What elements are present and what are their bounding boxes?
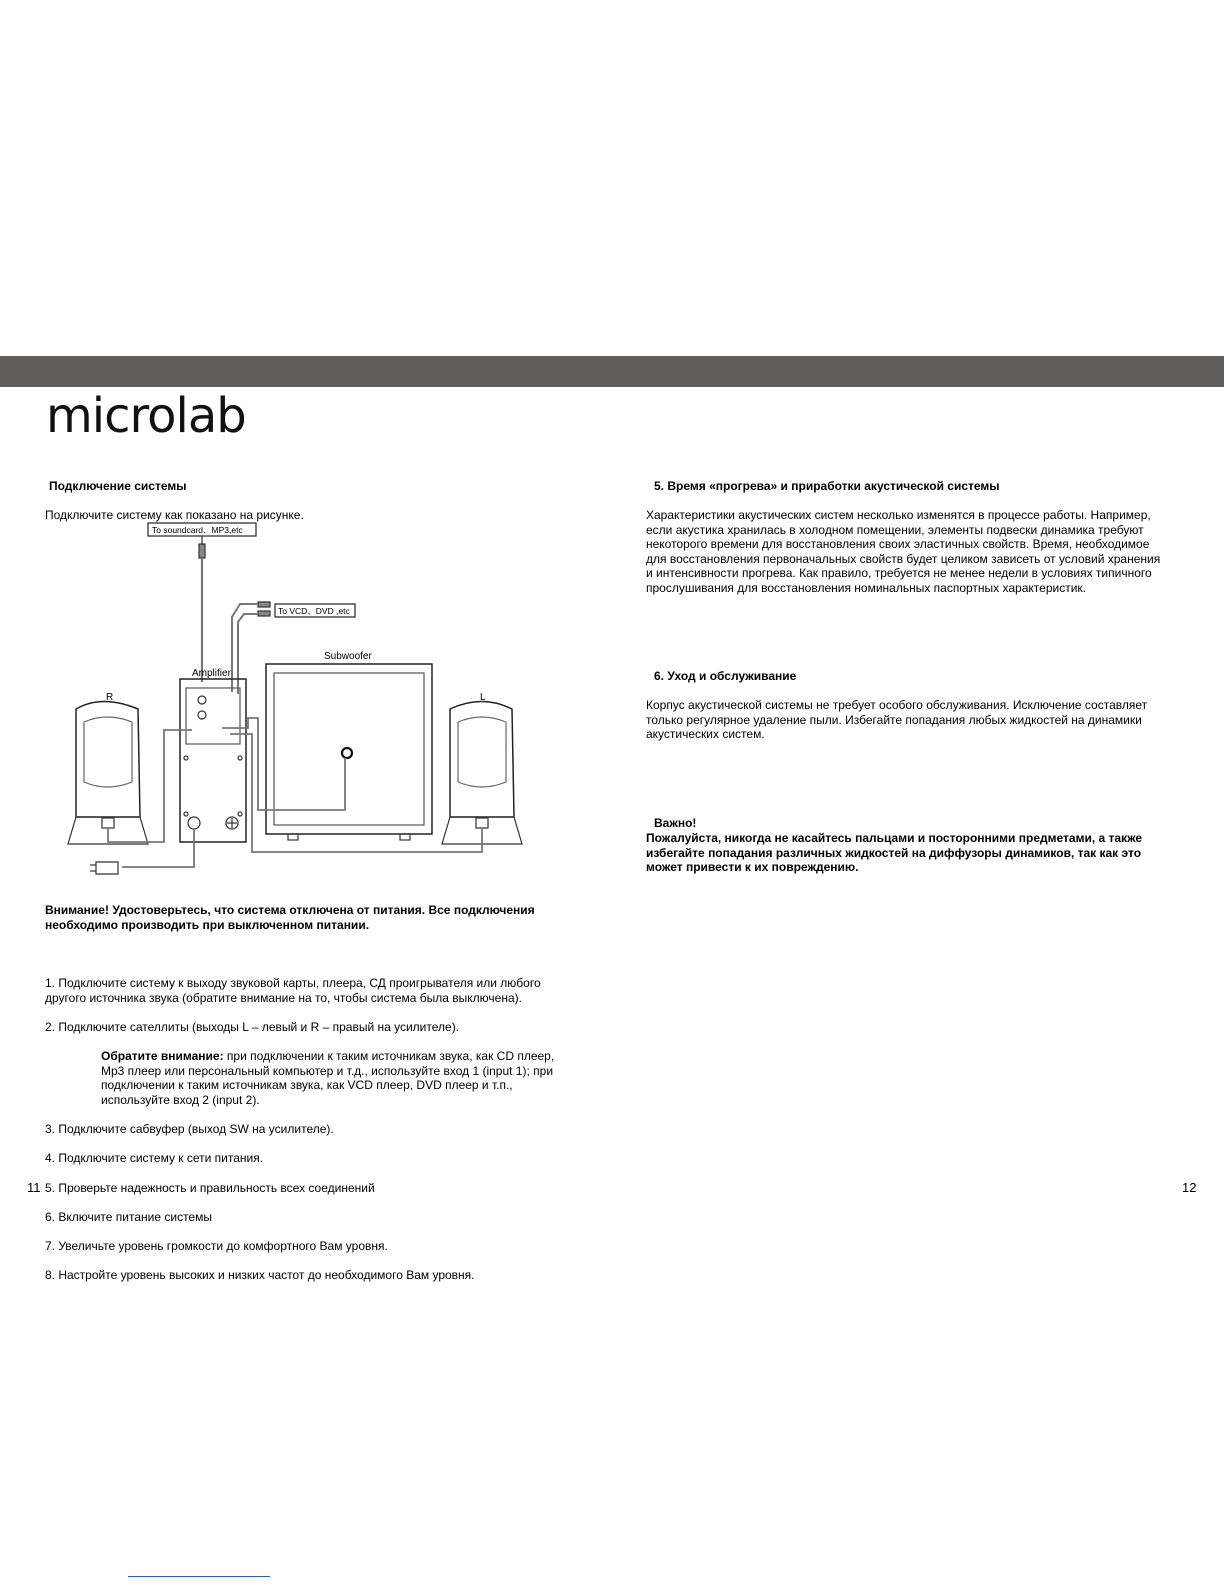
amplifier-box <box>180 679 246 842</box>
rca-plug-icon-2 <box>258 611 270 616</box>
jack-plug-icon <box>199 544 205 558</box>
section5-heading: 5. Время «прогрева» и приработки акустической системы <box>654 479 1000 493</box>
brand-logo: microlab <box>46 388 246 444</box>
label-soundcard: To soundcard、MP3,etc <box>152 525 243 535</box>
satellite-right <box>76 702 140 818</box>
connection-heading: Подключение системы <box>49 479 187 493</box>
page-number-left: 11 <box>27 1180 41 1195</box>
page-number-right: 12 <box>1182 1180 1197 1195</box>
subwoofer-input-icon <box>342 748 352 758</box>
important-text: Пожалуйста, никогда не касайтесь пальцами и посторонними предметами, а также избегайте попадания различных жидкостей на диффузоры динамиков, так как это может привести к их повреждению. <box>646 831 1143 875</box>
list-item: 1. Подключите систему к выходу звуковой карты, плеера, СД проигрывателя или любого другого источника звука (обратите внимание на то, чтобы система была выключена). <box>45 976 541 1005</box>
rca-plug-icon <box>258 602 270 607</box>
footer-link-underline <box>128 1576 270 1577</box>
list-item: 4. Подключите систему к сети питания. <box>45 1151 264 1166</box>
list-item: 3. Подключите сабвуфер (выход SW на усилителе). <box>45 1122 334 1137</box>
note-label: Обратите внимание: <box>101 1049 224 1064</box>
list-item: 7. Увеличьте уровень громкости до комфортного Вам уровня. <box>45 1238 388 1253</box>
important-heading: Важно! <box>654 816 697 830</box>
amp-input-2-icon <box>198 711 206 719</box>
label-subwoofer: Subwoofer <box>324 651 372 662</box>
amplifier-panel <box>186 688 240 744</box>
list-item: 8. Настройте уровень высоких и низких частот до необходимого Вам уровня. <box>45 1268 475 1283</box>
power-switch-icon <box>188 817 200 829</box>
section5-text: Характеристики акустических систем несколько изменятся в процессе работы. Например, если акустика хранилась в холодном помещении, элементы подвески динамика требуют некоторого времени для восстановления своих эластичных свойств. Время, необходимое для восстановления первоначальных свойств будет целиком зависеть от условий хранения и интенсивности прогрева. Как правило, требуется не менее недели в условиях типичного прослушивания для восстановления номинальных паспортных характеристик. <box>646 508 1161 595</box>
label-l: L <box>480 692 486 703</box>
warning-text: Внимание! Удостоверьтесь, что система отключена от питания. Все подключения необходимо производить при выключенном питании. <box>45 903 535 932</box>
connection-intro: Подключите систему как показано на рисунке. <box>45 508 304 522</box>
section6-text: Корпус акустической системы не требует особого обслуживания. Исключение составляет только регулярное удаление пыли. Избегайте попадания любых жидкостей на динамики акустических систем. <box>646 698 1148 742</box>
header-band <box>0 356 1224 387</box>
satellite-left <box>450 702 514 818</box>
list-item: 6. Включите питание системы <box>45 1209 212 1224</box>
steps-list <box>45 947 565 1312</box>
section6-heading: 6. Уход и обслуживание <box>654 669 797 683</box>
label-vcd: To VCD、DVD ,etc <box>278 606 350 616</box>
list-item: 5. Проверьте надежность и правильность всех соединений <box>45 1180 375 1195</box>
power-plug-icon <box>96 862 118 874</box>
amp-input-1-icon <box>198 696 206 704</box>
list-item: 2. Подключите сателлиты (выходы L – левый и R – правый на усилителе). <box>45 1019 460 1034</box>
note-text: при подключении к таким источникам звука, как CD плеер, Mp3 плеер или персональный компьютер и т.д., используйте вход 1 (input 1); при подключении к таким источникам звука, как VCD плеер, DVD плеер и т.п., используйте вход 2 (input 2). <box>101 1049 555 1107</box>
list-item <box>45 1049 565 1107</box>
label-r: R <box>106 692 114 703</box>
label-amplifier: Amplifier <box>192 668 231 679</box>
connection-diagram <box>62 522 532 900</box>
